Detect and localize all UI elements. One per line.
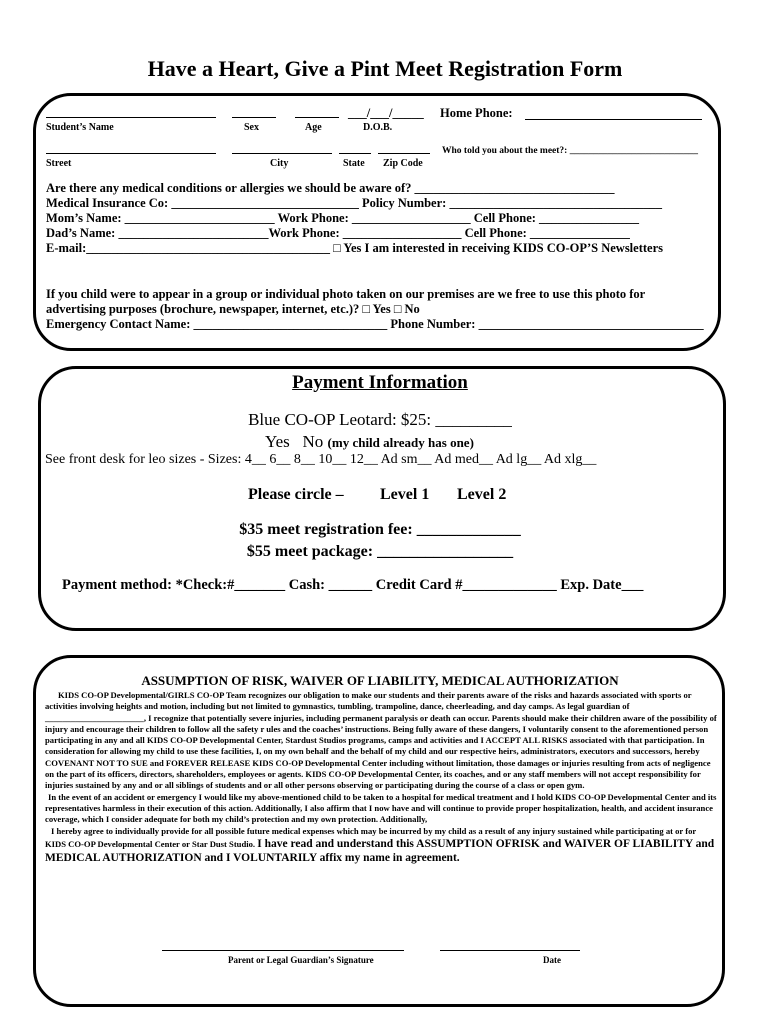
street-label: Street (46, 158, 72, 169)
waiver-paragraph-3-text: I hereby agree to individually provide for all possible future medical expenses which may be incurred by my child as a result of any injury sustained while participating at or for KIDS CO-OP Developmental Center or Star Dust Studio. (45, 825, 697, 849)
level-2-option[interactable]: Level 2 (457, 486, 507, 503)
leotard-yes-no[interactable] (265, 432, 474, 452)
waiver-paragraph-1: KIDS CO-OP Developmental/GIRLS CO-OP Team recognizes our obligation to make our students and their parents aware of the risks and hazards associated with sports or activities involving heights and motion, including but not limited to gymnastics, tumbling, trampoline, dance, cheerleading, and day camps. As legal guardian of _______________________, I recognize that potentially severe injuries, including permanent paralysis or death can occur. Parents should make their children aware of the possibility of injury and encourage their children to follow all the safety r ules and the coaches’ instructions. Being fully aware of these dangers, I voluntarily consent to the aforementioned person participating in any and all KIDS CO-OP Developmental Center, Stardust Studios programs, camps and activities and I ACCEPT ALL RISKS associated with that participation. In consideration for allowing my child to use these facilities, I, on my own behalf and the behalf of my child and our respective heirs, administrators, executors and successors, hereby COVENANT NOT TO SUE and FOREVER RELEASE KIDS CO-OP Developmental Center including without limitation, those damages or injuries resulting from acts of negligence on the part of its officers, directors, shareholders, employees or agents. KIDS CO-OP Developmental Center, its coaches, and or any staff members will not accept responsibility for injuries sustained by any and or all siblings of students and or all other persons observing or participating during the course of a class or open gym. (45, 690, 717, 791)
sizes-prefix: See front desk for leo sizes - Sizes: (45, 452, 242, 467)
street-field[interactable] (46, 153, 216, 154)
age-label: Age (305, 122, 322, 133)
state-field[interactable] (339, 153, 371, 154)
mom-line[interactable]: Mom’s Name: ________________________ Work Phone: ___________________ Cell Phone: ________________ (46, 211, 640, 225)
sizes-line[interactable] (45, 452, 596, 468)
leotard-line[interactable]: Blue CO-OP Leotard: $25: _________ (248, 410, 512, 429)
dob-field[interactable]: ___/___/_____ (348, 106, 424, 120)
city-field[interactable] (232, 153, 332, 154)
zip-field[interactable] (378, 153, 430, 154)
email-line[interactable]: E-mail:_______________________________________ □ Yes I am interested in receiving KIDS CO-OP’S Newsletters (46, 241, 663, 255)
who-told-field[interactable]: Who told you about the meet?: ___________________________ (442, 146, 698, 156)
home-phone-label: Home Phone: (440, 106, 513, 120)
sex-field[interactable] (232, 117, 276, 118)
age-field[interactable] (295, 117, 339, 118)
payment-method-line[interactable]: Payment method: *Check:#_______ Cash: ______ Credit Card #_____________ Exp. Date___ (62, 577, 644, 593)
waiver-title: ASSUMPTION OF RISK, WAIVER OF LIABILITY, MEDICAL AUTHORIZATION (141, 673, 619, 688)
zip-label: Zip Code (383, 158, 423, 169)
leotard-no[interactable]: No (302, 432, 324, 451)
insurance-line[interactable]: Medical Insurance Co: ______________________________ Policy Number: __________________________________ (46, 196, 662, 210)
emergency-contact-line[interactable]: Emergency Contact Name: _______________________________ Phone Number: ____________________________________ (46, 317, 704, 331)
level-1-option[interactable]: Level 1 (380, 486, 430, 503)
state-label: State (343, 158, 365, 169)
city-label: City (270, 158, 289, 169)
signature-label: Parent or Legal Guardian’s Signature (228, 955, 374, 965)
waiver-agreement-text: I have read and understand this ASSUMPTION OFRISK and WAIVER OF LIABILITY and MEDICAL AUTHORIZATION and I VOLUNTARILY affix my name in agreement. (45, 837, 715, 864)
home-phone-field[interactable] (525, 119, 702, 120)
leotard-already-note: (my child already has one) (327, 435, 474, 450)
signature-field[interactable] (162, 950, 404, 951)
waiver-text (45, 690, 717, 865)
date-label: Date (543, 955, 561, 965)
students-name-label: Student’s Name (46, 122, 114, 133)
meet-fee-line[interactable]: $35 meet registration fee: _____________ (239, 521, 521, 538)
sex-label: Sex (244, 122, 259, 133)
dad-line[interactable]: Dad’s Name: ________________________Work Phone: ___________________ Cell Phone: ________________ (46, 226, 630, 240)
medical-question[interactable]: Are there any medical conditions or allergies we should be aware of? ________________________________ (46, 181, 615, 195)
students-name-field[interactable] (46, 117, 216, 118)
sizes-options[interactable]: 4__ 6__ 8__ 10__ 12__ Ad sm__ Ad med__ Ad lg__ Ad xlg__ (244, 452, 597, 467)
meet-package-line[interactable]: $55 meet package: _________________ (246, 543, 514, 560)
page-title: Have a Heart, Give a Pint Meet Registration Form (147, 56, 623, 81)
leotard-yes[interactable]: Yes (265, 432, 290, 451)
waiver-paragraph-3 (45, 826, 717, 865)
payment-title: Payment Information (292, 372, 468, 393)
photo-permission-text: If you child were to appear in a group or individual photo taken on our premises are we free to use this photo for (46, 287, 646, 301)
photo-permission-options[interactable]: advertising purposes (brochure, newspaper, internet, etc.)? □ Yes □ No (46, 302, 420, 316)
please-circle-label: Please circle – (248, 486, 344, 503)
dob-label: D.O.B. (363, 122, 393, 133)
date-field[interactable] (440, 950, 580, 951)
waiver-paragraph-2: In the event of an accident or emergency I would like my above-mentioned child to be taken to a hospital for medical treatment and I hold KIDS CO-OP Developmental Center and its representatives harmless in their execution of this action. Additionally, I also affirm that I now have and will continue to provide proper hospitalization, health, and accident insurance coverage, which I consider adequate for both my child’s protection and my own protection. Additionally, (45, 791, 717, 825)
